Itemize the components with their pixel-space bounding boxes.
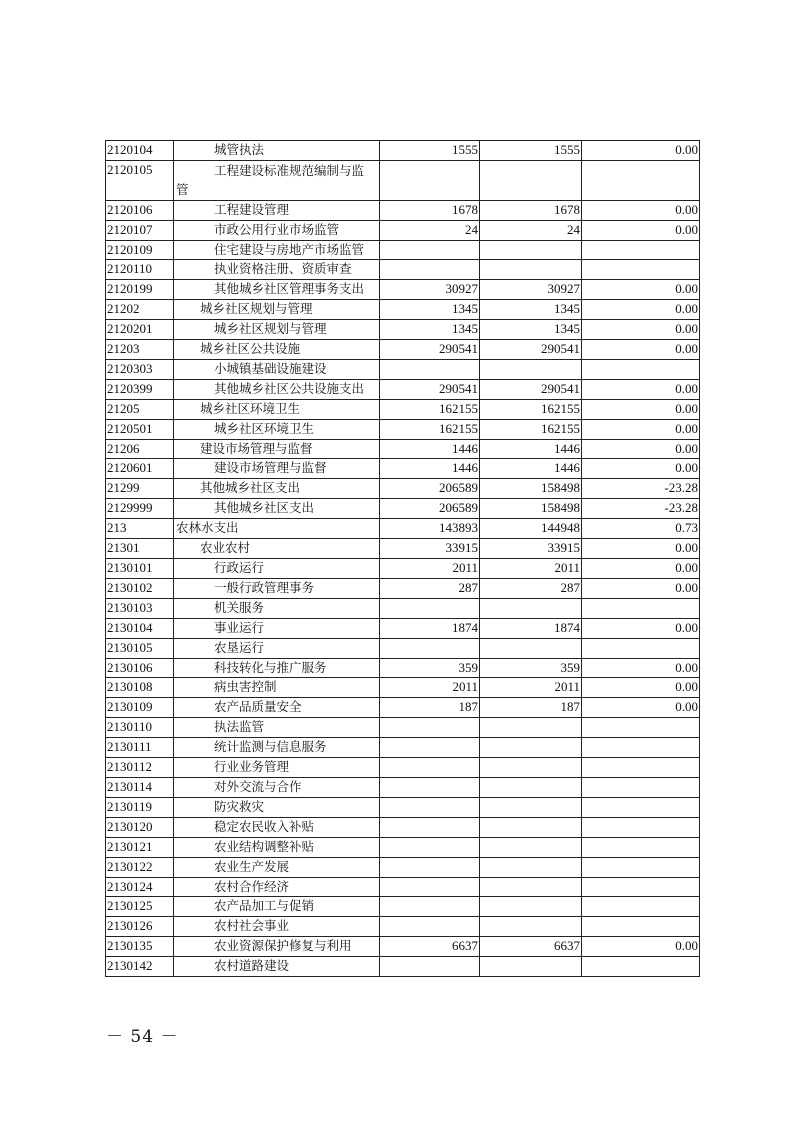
cell-value-1: [380, 817, 480, 837]
cell-name: 农村社会事业: [174, 917, 380, 937]
cell-value-2: [480, 160, 582, 200]
budget-table-body: [106, 141, 700, 977]
cell-value-1: 1446: [380, 459, 480, 479]
cell-value-1: 1345: [380, 300, 480, 320]
cell-name: 城乡社区环境卫生: [174, 399, 380, 419]
cell-code: 2120104: [106, 141, 174, 161]
cell-value-2: 1345: [480, 300, 582, 320]
cell-code: 2130119: [106, 797, 174, 817]
cell-value-2: [480, 797, 582, 817]
table-row: [106, 141, 700, 161]
cell-change-pct: [582, 897, 700, 917]
cell-name: 农产品质量安全: [174, 698, 380, 718]
cell-name: 城乡社区公共设施: [174, 340, 380, 360]
cell-value-2: 1874: [480, 618, 582, 638]
table-row: [106, 897, 700, 917]
cell-code: 21203: [106, 340, 174, 360]
cell-code: 2120199: [106, 280, 174, 300]
cell-change-pct: 0.73: [582, 519, 700, 539]
cell-change-pct: 0.00: [582, 200, 700, 220]
table-row: [106, 320, 700, 340]
cell-value-1: 30927: [380, 280, 480, 300]
cell-change-pct: 0.00: [582, 618, 700, 638]
table-row: [106, 957, 700, 977]
cell-value-1: [380, 777, 480, 797]
cell-code: 2120110: [106, 260, 174, 280]
cell-value-2: 1555: [480, 141, 582, 161]
cell-change-pct: [582, 817, 700, 837]
cell-value-2: [480, 877, 582, 897]
cell-name-line2: 管: [176, 181, 189, 197]
cell-name: 统计监测与信息服务: [174, 738, 380, 758]
cell-value-2: 144948: [480, 519, 582, 539]
cell-change-pct: [582, 837, 700, 857]
cell-value-1: [380, 957, 480, 977]
table-row: [106, 399, 700, 419]
cell-value-2: [480, 359, 582, 379]
cell-value-2: 187: [480, 698, 582, 718]
cell-change-pct: 0.00: [582, 578, 700, 598]
cell-name: 农村合作经济: [174, 877, 380, 897]
cell-change-pct: [582, 738, 700, 758]
cell-value-2: 359: [480, 658, 582, 678]
cell-change-pct: 0.00: [582, 658, 700, 678]
table-row: [106, 937, 700, 957]
cell-value-1: 1555: [380, 141, 480, 161]
cell-value-2: 2011: [480, 559, 582, 579]
cell-name: [174, 160, 380, 200]
cell-change-pct: -23.28: [582, 479, 700, 499]
cell-code: 2120106: [106, 200, 174, 220]
cell-value-1: 290541: [380, 340, 480, 360]
cell-change-pct: 0.00: [582, 439, 700, 459]
cell-value-1: [380, 917, 480, 937]
cell-value-1: [380, 738, 480, 758]
cell-value-1: [380, 359, 480, 379]
cell-name: 其他城乡社区管理事务支出: [174, 280, 380, 300]
cell-code: 2130122: [106, 857, 174, 877]
table-row: [106, 837, 700, 857]
table-row: [106, 519, 700, 539]
budget-table: [105, 140, 700, 977]
cell-change-pct: [582, 260, 700, 280]
cell-name: 科技转化与推广服务: [174, 658, 380, 678]
table-row: [106, 777, 700, 797]
cell-name: 建设市场管理与监督: [174, 439, 380, 459]
cell-name: 对外交流与合作: [174, 777, 380, 797]
cell-value-2: 24: [480, 220, 582, 240]
cell-code: 2130121: [106, 837, 174, 857]
cell-name: 事业运行: [174, 618, 380, 638]
cell-name: 其他城乡社区支出: [174, 479, 380, 499]
cell-name: 其他城乡社区公共设施支出: [174, 379, 380, 399]
cell-name: 市政公用行业市场监管: [174, 220, 380, 240]
cell-value-1: 33915: [380, 539, 480, 559]
cell-value-1: [380, 877, 480, 897]
cell-change-pct: [582, 240, 700, 260]
cell-value-2: [480, 917, 582, 937]
cell-change-pct: [582, 359, 700, 379]
cell-value-2: [480, 837, 582, 857]
cell-value-2: 290541: [480, 340, 582, 360]
table-row: [106, 877, 700, 897]
cell-value-2: [480, 738, 582, 758]
cell-name: 一般行政管理事务: [174, 578, 380, 598]
cell-name: 小城镇基础设施建设: [174, 359, 380, 379]
cell-change-pct: 0.00: [582, 937, 700, 957]
cell-name: 农林水支出: [174, 519, 380, 539]
cell-value-2: [480, 638, 582, 658]
table-row: [106, 797, 700, 817]
cell-value-1: 206589: [380, 479, 480, 499]
cell-value-2: [480, 957, 582, 977]
cell-change-pct: 0.00: [582, 320, 700, 340]
cell-value-1: 290541: [380, 379, 480, 399]
cell-value-2: 290541: [480, 379, 582, 399]
table-row: [106, 718, 700, 738]
table-row: [106, 459, 700, 479]
cell-value-1: [380, 598, 480, 618]
cell-name: 农业资源保护修复与利用: [174, 937, 380, 957]
cell-name: 农村道路建设: [174, 957, 380, 977]
cell-name: 城乡社区环境卫生: [174, 419, 380, 439]
cell-code: 2130110: [106, 718, 174, 738]
cell-value-1: [380, 160, 480, 200]
table-row: [106, 738, 700, 758]
cell-change-pct: 0.00: [582, 300, 700, 320]
cell-value-2: 1678: [480, 200, 582, 220]
cell-code: 2130106: [106, 658, 174, 678]
cell-name: 住宅建设与房地产市场监管: [174, 240, 380, 260]
cell-change-pct: [582, 797, 700, 817]
cell-code: 2130102: [106, 578, 174, 598]
cell-value-2: 1446: [480, 459, 582, 479]
table-row: [106, 578, 700, 598]
cell-code: 21301: [106, 539, 174, 559]
cell-name: 稳定农民收入补贴: [174, 817, 380, 837]
cell-name: 行政运行: [174, 559, 380, 579]
cell-change-pct: 0.00: [582, 459, 700, 479]
table-row: [106, 658, 700, 678]
cell-change-pct: [582, 638, 700, 658]
cell-name: 农业结构调整补贴: [174, 837, 380, 857]
cell-value-1: [380, 260, 480, 280]
cell-value-2: [480, 817, 582, 837]
cell-code: 21205: [106, 399, 174, 419]
cell-code: 2130101: [106, 559, 174, 579]
cell-name: 建设市场管理与监督: [174, 459, 380, 479]
table-row: [106, 917, 700, 937]
cell-value-1: 206589: [380, 499, 480, 519]
table-row: [106, 200, 700, 220]
cell-value-2: 1446: [480, 439, 582, 459]
cell-change-pct: 0.00: [582, 539, 700, 559]
cell-code: 2120501: [106, 419, 174, 439]
cell-value-2: [480, 758, 582, 778]
cell-value-1: 2011: [380, 559, 480, 579]
cell-value-1: 359: [380, 658, 480, 678]
cell-change-pct: 0.00: [582, 280, 700, 300]
cell-name: 行业业务管理: [174, 758, 380, 778]
cell-change-pct: [582, 857, 700, 877]
table-row: [106, 758, 700, 778]
cell-change-pct: 0.00: [582, 340, 700, 360]
cell-code: 2129999: [106, 499, 174, 519]
cell-change-pct: [582, 758, 700, 778]
cell-code: 2130105: [106, 638, 174, 658]
table-row: [106, 857, 700, 877]
cell-value-1: 162155: [380, 399, 480, 419]
cell-code: 2130120: [106, 817, 174, 837]
cell-value-1: 24: [380, 220, 480, 240]
table-row: [106, 160, 700, 200]
cell-change-pct: 0.00: [582, 141, 700, 161]
cell-value-1: [380, 897, 480, 917]
cell-code: 2130108: [106, 678, 174, 698]
cell-name: 农业农村: [174, 539, 380, 559]
cell-value-1: 1446: [380, 439, 480, 459]
cell-name-line1: 工程建设标准规范编制与监: [214, 162, 365, 178]
cell-value-2: 2011: [480, 678, 582, 698]
cell-change-pct: 0.00: [582, 678, 700, 698]
cell-value-2: [480, 718, 582, 738]
cell-code: 2130103: [106, 598, 174, 618]
cell-change-pct: [582, 777, 700, 797]
cell-name: 城乡社区规划与管理: [174, 300, 380, 320]
cell-value-2: 162155: [480, 419, 582, 439]
cell-change-pct: -23.28: [582, 499, 700, 519]
table-row: [106, 439, 700, 459]
table-row: [106, 300, 700, 320]
cell-value-2: [480, 897, 582, 917]
cell-change-pct: [582, 877, 700, 897]
cell-value-1: [380, 857, 480, 877]
cell-value-2: 33915: [480, 539, 582, 559]
table-row: [106, 817, 700, 837]
cell-value-2: [480, 240, 582, 260]
cell-code: 2130135: [106, 937, 174, 957]
cell-value-2: 287: [480, 578, 582, 598]
cell-value-1: [380, 797, 480, 817]
table-row: [106, 539, 700, 559]
cell-value-2: 30927: [480, 280, 582, 300]
cell-name: 农产品加工与促销: [174, 897, 380, 917]
cell-code: 2130112: [106, 758, 174, 778]
cell-code: 2120399: [106, 379, 174, 399]
cell-code: 2130124: [106, 877, 174, 897]
table-row: [106, 499, 700, 519]
table-row: [106, 340, 700, 360]
cell-change-pct: [582, 957, 700, 977]
cell-name: 机关服务: [174, 598, 380, 618]
cell-value-1: 1678: [380, 200, 480, 220]
cell-code: 2130126: [106, 917, 174, 937]
cell-name: 防灾救灾: [174, 797, 380, 817]
cell-code: 21299: [106, 479, 174, 499]
cell-change-pct: [582, 160, 700, 200]
cell-value-1: [380, 837, 480, 857]
cell-value-1: [380, 718, 480, 738]
cell-value-1: [380, 240, 480, 260]
cell-change-pct: 0.00: [582, 379, 700, 399]
cell-code: 2130114: [106, 777, 174, 797]
cell-change-pct: [582, 917, 700, 937]
table-row: [106, 240, 700, 260]
cell-name: 其他城乡社区支出: [174, 499, 380, 519]
cell-value-1: [380, 638, 480, 658]
cell-value-2: 158498: [480, 479, 582, 499]
table-row: [106, 280, 700, 300]
cell-value-1: 162155: [380, 419, 480, 439]
cell-name: 执法监管: [174, 718, 380, 738]
cell-value-1: [380, 758, 480, 778]
table-row: [106, 260, 700, 280]
cell-change-pct: [582, 718, 700, 738]
cell-code: 2120105: [106, 160, 174, 200]
cell-change-pct: 0.00: [582, 559, 700, 579]
cell-value-1: 6637: [380, 937, 480, 957]
cell-code: 2130109: [106, 698, 174, 718]
cell-value-1: 1345: [380, 320, 480, 340]
table-row: [106, 379, 700, 399]
table-row: [106, 698, 700, 718]
cell-code: 2130111: [106, 738, 174, 758]
cell-value-2: [480, 598, 582, 618]
table-row: [106, 359, 700, 379]
cell-code: 2130104: [106, 618, 174, 638]
cell-code: 2120107: [106, 220, 174, 240]
cell-value-2: 1345: [480, 320, 582, 340]
cell-name: 病虫害控制: [174, 678, 380, 698]
cell-code: 21202: [106, 300, 174, 320]
cell-name: 城管执法: [174, 141, 380, 161]
table-row: [106, 598, 700, 618]
cell-value-2: 158498: [480, 499, 582, 519]
cell-code: 2130125: [106, 897, 174, 917]
cell-name: 农垦运行: [174, 638, 380, 658]
cell-code: 2120201: [106, 320, 174, 340]
cell-value-1: 2011: [380, 678, 480, 698]
cell-change-pct: [582, 598, 700, 618]
cell-change-pct: 0.00: [582, 419, 700, 439]
table-row: [106, 678, 700, 698]
cell-value-1: 143893: [380, 519, 480, 539]
cell-change-pct: 0.00: [582, 220, 700, 240]
cell-value-2: [480, 260, 582, 280]
cell-code: 21206: [106, 439, 174, 459]
cell-code: 2120601: [106, 459, 174, 479]
cell-change-pct: 0.00: [582, 698, 700, 718]
cell-name: 执业资格注册、资质审查: [174, 260, 380, 280]
page-number: － 54 －: [106, 1027, 179, 1047]
cell-code: 2120303: [106, 359, 174, 379]
table-row: [106, 479, 700, 499]
cell-value-2: [480, 857, 582, 877]
cell-name: 工程建设管理: [174, 200, 380, 220]
table-row: [106, 638, 700, 658]
cell-value-1: 1874: [380, 618, 480, 638]
cell-code: 2120109: [106, 240, 174, 260]
table-row: [106, 559, 700, 579]
cell-change-pct: 0.00: [582, 399, 700, 419]
table-row: [106, 220, 700, 240]
cell-name: 农业生产发展: [174, 857, 380, 877]
cell-value-1: 287: [380, 578, 480, 598]
cell-name: 城乡社区规划与管理: [174, 320, 380, 340]
cell-code: 2130142: [106, 957, 174, 977]
table-row: [106, 618, 700, 638]
cell-code: 213: [106, 519, 174, 539]
cell-value-2: [480, 777, 582, 797]
cell-value-2: 162155: [480, 399, 582, 419]
table-row: [106, 419, 700, 439]
cell-value-1: 187: [380, 698, 480, 718]
cell-value-2: 6637: [480, 937, 582, 957]
